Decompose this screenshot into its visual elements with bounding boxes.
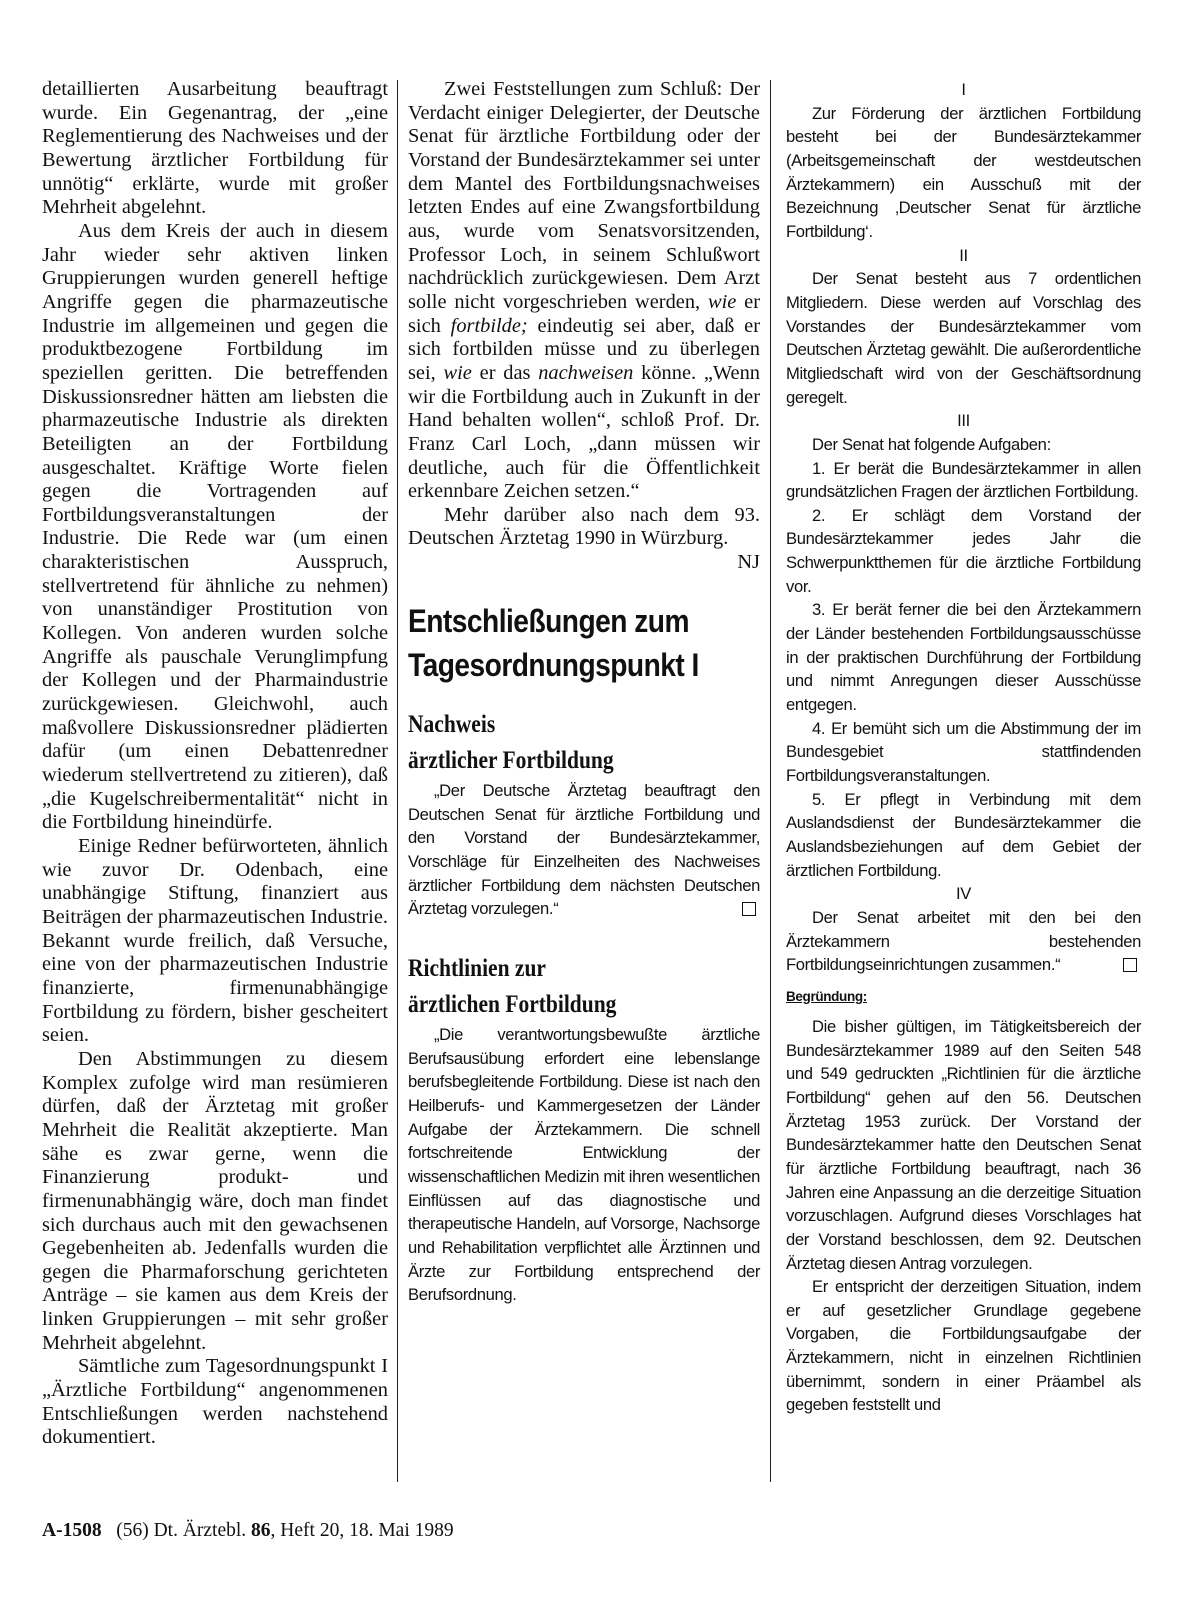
paragraph: Der Senat hat folgende Aufgaben:: [812, 434, 1051, 454]
journal-name: (56) Dt. Ärztebl.: [116, 1520, 247, 1541]
paragraph: Aus dem Kreis der auch in diesem Jahr wieder sehr aktiven linken Gruppierungen wurden generell heftige Angriffe gegen die pharmazeutische Industrie im allgemeinen und gegen die produktbezogene Fortbildung im speziellen geritten. Die betreffenden Diskussionsredner hätten am liebsten die pharmazeutische Industrie als direkten Beteiligten an der Fortbildung ausgeschaltet. Kräftige Worte fielen gegen die Vortragenden auf Fortbildungsveranstaltungen der Industrie. Die Rede war (um einen charakteristischen Ausspruch, stellvertretend für ähnliche zu nehmen) von unanständiger Prostitution von Kollegen. Von anderen wurden solche Angriffe als pauschale Verunglimpfung der Kollegen und der Pharmaindustrie zurückgewiesen. Gleichwohl, auch maßvollere Diskussionsredner plädierten dafür (um einen Debattenredner wiederum stellvertretend zu zitieren), daß „die Kugelschreibermentalität“ nicht in die Fortbildung hineindürfe.: [42, 219, 388, 834]
paragraph: Mehr darüber also nach dem 93. Deutschen Ärztetag 1990 in Würzburg. NJ: [408, 503, 760, 574]
list-item: 3. Er berät ferner die bei den Ärztekammern der Länder bestehenden Fortbildungsausschüsse in der praktischen Durchführung der Fortbildung und nimmt Anregungen dieser Ausschüsse entgegen.: [786, 600, 1141, 715]
paragraph: detaillierten Ausarbeitung beauftragt wurde. Ein Gegenantrag, der „eine Reglementierung des Nachweises und der Bewertung ärztlicher Fortbildung für unnötig“ erklärte, wurde mit großer Mehrheit abgelehnt.: [42, 78, 388, 219]
section-heading: Tagesordnungspunkt I: [408, 647, 699, 684]
volume-number: 86: [251, 1520, 271, 1541]
column-divider: [770, 80, 771, 1482]
author-signature: NJ: [737, 551, 760, 574]
list-item: 4. Er bemüht sich um die Abstimmung der im Bundesgebiet stattfindenden Fortbildungsveranstaltungen.: [786, 718, 1141, 786]
list-item: 5. Er pflegt in Verbindung mit dem Auslandsdienst der Bundesärztekammer die Auslandsbeziehungen auf dem Gebiet der ärztlichen Fortbildung.: [786, 789, 1141, 880]
article-column-3: [786, 78, 1141, 1417]
section-numeral: I: [961, 80, 966, 99]
page-footer: [42, 1520, 454, 1542]
section-numeral: IV: [956, 884, 971, 904]
paragraph: Er entspricht der derzeitigen Situation, indem er auf gesetzlicher Grundlage gegebene Vorgaben, die Fortbildungsaufgabe der Ärztekammern, nicht in einzelnen Richtlinien übernimmt, sondern in einer Präambel als gegeben feststellt und: [786, 1277, 1141, 1415]
column-divider: [397, 80, 398, 1482]
resolution-text: „Der Deutsche Ärztetag beauftragt den Deutschen Senat für ärztliche Fortbildung und den Vorstand der Bundesärztekammer, Vorschläge für Einzelheiten des Nachweises ärztlicher Fortbildung dem nächsten Deutschen Ärztetag vorzulegen.“: [408, 781, 760, 919]
subheading: ärztlicher Fortbildung: [408, 747, 614, 775]
issue-date: , Heft 20, 18. Mai 1989: [270, 1520, 454, 1541]
paragraph: Den Abstimmungen zu diesem Komplex zufolge wird man resümieren dürfen, daß der Ärztetag mit großer Mehrheit die Realität akzeptierte. Man sähe es zwar gerne, wenn die Finanzierung produkt- und firmenunabhängig wäre, doch man findet sich durchaus auch mit den gewachsenen Gegebenheiten ab. Jedenfalls wurden die gegen die Pharmaforschung gerichteten Anträge – sie kamen aus dem Kreis der linken Gruppierungen – mit sehr großer Mehrheit abgelehnt.: [42, 1047, 388, 1354]
section-numeral: II: [959, 245, 968, 265]
page-number: A-1508: [42, 1520, 102, 1541]
paragraph: Die bisher gültigen, im Tätigkeitsbereich der Bundesärztekammer 1989 auf den Seiten 548 und 549 gedruckten „Richtlinien für die ärztliche Fortbildung“ gehen auf den 56. Deutschen Ärztetag 1953 zurück. Der Vorstand der Bundesärztekammer hatte den Deutschen Senat für ärztliche Fortbildung beauftragt, nach 36 Jahren eine Anpassung an die derzeitige Situation vorzuschlagen. Aufgrund dieses Vorschlages hat der Vorstand beschlossen, dem 92. Deutschen Ärztetag diesen Antrag vorzulegen.: [786, 1016, 1141, 1273]
section-numeral: III: [957, 411, 970, 431]
paragraph: Zwei Feststellungen zum Schluß: Der Verdacht einiger Delegierter, der Deutsche Senat für ärztliche Fortbildung oder der Vorstand der Bundesärztekammer sei unter dem Mantel des Fortbildungsnachweises letzten Endes auf eine Zwangsfortbildung aus, wurde vom Senatsvorsitzenden, Professor Loch, in seinem Schlußwort nachdrücklich zurückgewiesen. Dem Arzt solle nicht vorgeschrieben werden, wie er sich fortbilde; eindeutig sei aber, daß er sich fortbilden müsse und zu überlegen sei, wie er das nachweisen könne. „Wenn wir die Fortbildung auch in Zukunft in der Hand behalten wollen“, schloß Prof. Dr. Franz Carl Loch, „dann müssen wir deutliche, auch für die Öffentlichkeit erkennbare Zeichen setzen.“: [408, 78, 760, 503]
subheading: Richtlinien zur: [408, 955, 546, 983]
resolution-text: „Die verantwortungsbewußte ärztliche Berufsausübung erfordert eine lebenslange berufsbegleitende Fortbildung. Diese ist nach den Heilberufs- und Kammergesetzen der Länder Aufgabe der Ärztekammern. Die schnell fortschreitende Entwicklung der wissenschaftlichen Medizin mit ihren wesentlichen Einflüssen auf das diagnostische und therapeutische Handeln, auf Vorsorge, Nachsorge und Rehabilitation verpflichtet alle Ärztinnen und Ärzte zur Fortbildung entsprechend der Berufsordnung.: [408, 1025, 760, 1305]
paragraph: Sämtliche zum Tagesordnungspunkt I „Ärztliche Fortbildung“ angenommenen Entschließungen werden nachstehend dokumentiert.: [42, 1355, 388, 1449]
paragraph: Der Senat besteht aus 7 ordentlichen Mitgliedern. Diese werden auf Vorschlag des Vorstandes der Bundesärztekammer vom Deutschen Ärztetag gewählt. Die außerordentliche Mitgliedschaft wird von der Geschäftsordnung geregelt.: [786, 269, 1141, 407]
paragraph: Der Senat arbeitet mit den bei den Ärztekammern bestehenden Fortbildungseinrichtungen zusammen.“: [786, 907, 1141, 975]
article-column-2: [408, 78, 760, 1307]
begruendung-label: Begründung:: [786, 988, 867, 1004]
list-item: 2. Er schlägt dem Vorstand der Bundesärztekammer jedes Jahr die Schwerpunktthemen für die ärztliche Fortbildung vor.: [786, 505, 1141, 596]
list-item: 1. Er berät die Bundesärztekammer in allen grundsätzlichen Fragen der ärztlichen Fortbildung.: [786, 458, 1141, 502]
section-heading: Entschließungen zum: [408, 603, 689, 640]
paragraph: Einige Redner befürworteten, ähnlich wie zuvor Dr. Odenbach, eine unabhängige Stiftung, finanziert aus Beiträgen der pharmazeutischen Industrie. Bekannt wurde freilich, daß Versuche, eine von der pharmazeutischen Industrie finanzierte, firmenunabhängige Fortbildung zu fördern, bisher gescheitert seien.: [42, 835, 388, 1047]
article-column-1: [42, 78, 388, 1450]
paragraph: Zur Förderung der ärztlichen Fortbildung besteht bei der Bundesärztekammer (Arbeitsgemeinschaft der westdeutschen Ärztekammern) ein Ausschuß mit der Bezeichnung ‚Deutscher Senat für ärztliche Fortbildung‘.: [786, 103, 1141, 241]
end-mark-icon: [1123, 958, 1137, 972]
subheading: Nachweis: [408, 711, 496, 739]
end-mark-icon: [742, 902, 756, 916]
subheading: ärztlichen Fortbildung: [408, 991, 617, 1019]
